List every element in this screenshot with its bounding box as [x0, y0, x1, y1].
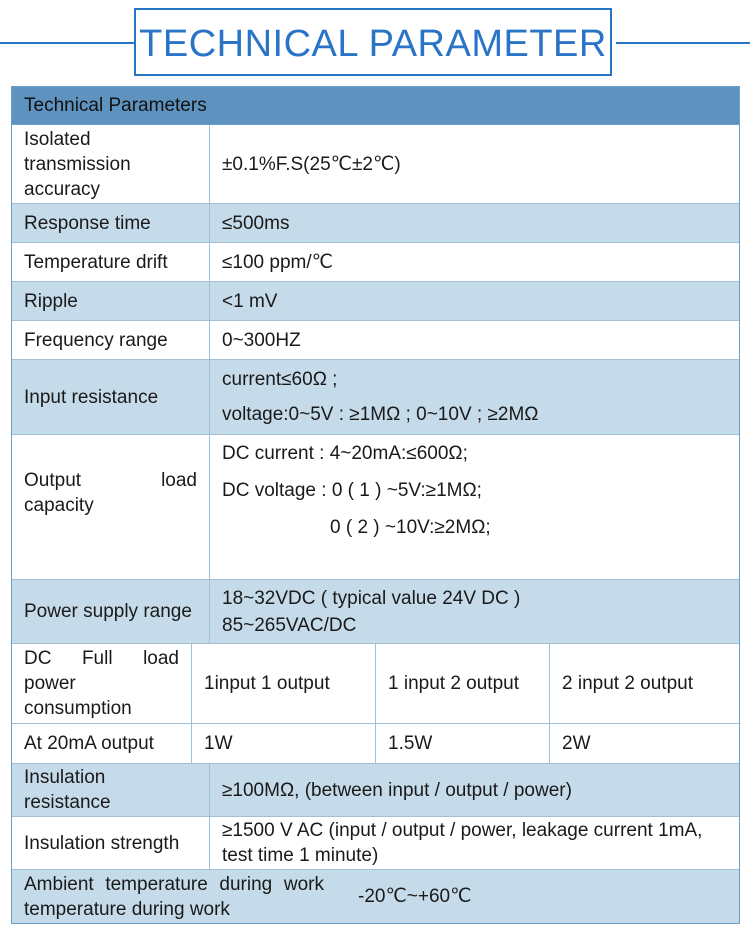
table-row-consumption [12, 644, 739, 724]
table-row-frequency [12, 321, 739, 360]
page-title-box [134, 8, 612, 76]
row-label [12, 644, 192, 723]
row-label: Insulation resistance [12, 764, 210, 816]
row-label-text: Ambient temperature during work temperature during work [24, 873, 324, 920]
row-label: At 20mA output [12, 724, 192, 763]
row-label: Isolated transmission accuracy [12, 125, 210, 203]
row-value [210, 435, 739, 579]
row-label: Ripple [12, 282, 210, 320]
row-label [12, 870, 352, 923]
value-line: current≤60Ω ; [222, 369, 338, 390]
table-row-insulation-resistance [12, 764, 739, 817]
table-row-insulation-strength [12, 817, 739, 870]
value-line: 85~265VAC/DC [222, 614, 357, 636]
table-row-ambient [12, 870, 739, 923]
table-row-power-supply [12, 580, 739, 644]
header-rule-right [616, 42, 750, 44]
table-caption: Technical Parameters [12, 87, 739, 125]
row-value: ≤100 ppm/℃ [222, 251, 333, 273]
row-label-text: Output load capacity [24, 470, 197, 516]
header-rule-left [0, 42, 134, 44]
value-text: 2 input 2 output [562, 673, 693, 694]
row-value: -20℃~+60℃ [358, 886, 472, 907]
row-value: ±0.1%F.S(25℃±2℃) [222, 153, 401, 175]
table-row-input-resistance [12, 360, 739, 435]
row-value-col3: 2W [562, 733, 591, 754]
table-row-at20ma [12, 724, 739, 764]
row-label-text: Power supply range [24, 601, 192, 622]
row-label: Insulation strength [12, 817, 210, 869]
row-value: ≤500ms [222, 212, 290, 234]
row-value-col1: 1W [192, 724, 376, 763]
table-row-drift [12, 243, 739, 282]
row-label: Input resistance [12, 360, 210, 434]
table-row-response [12, 204, 739, 243]
row-value: <1 mV [222, 290, 278, 312]
value-text: 1 input 2 output [388, 673, 519, 694]
row-value: ≥1500 V AC (input / output / power, leakage current 1mA, test time 1 minute) [222, 820, 703, 866]
row-label: Frequency range [12, 321, 210, 359]
table-row-ripple [12, 282, 739, 321]
row-value-col2: 1.5W [376, 724, 550, 763]
page-title: TECHNICAL PARAMETER [139, 22, 607, 65]
row-label: Response time [12, 204, 210, 242]
value-line: DC current : 4~20mA:≤600Ω; [222, 443, 468, 464]
parameter-table [11, 86, 740, 924]
row-value-col1: 1input 1 output [192, 644, 376, 723]
row-value-col2 [376, 644, 550, 723]
row-label [12, 435, 210, 579]
row-label: Temperature drift [12, 243, 210, 281]
row-value [210, 360, 739, 434]
value-line: DC voltage : 0 ( 1 ) ~5V:≥1MΩ; [222, 480, 482, 501]
row-value-col3 [550, 644, 739, 723]
row-label-text: DC Full load power consumption [24, 648, 179, 719]
value-line: 0 ( 2 ) ~10V:≥2MΩ; [330, 517, 491, 538]
row-label [12, 580, 210, 643]
value-line: 18~32VDC ( typical value 24V DC ) [222, 587, 521, 609]
row-value: ≥100MΩ, (between input / output / power) [222, 779, 572, 801]
table-row-output-load [12, 435, 739, 580]
row-value: 0~300HZ [222, 329, 301, 351]
table-row-accuracy [12, 125, 739, 204]
value-line: voltage:0~5V : ≥1MΩ ; 0~10V ; ≥2MΩ [222, 404, 539, 425]
row-value [210, 580, 739, 643]
